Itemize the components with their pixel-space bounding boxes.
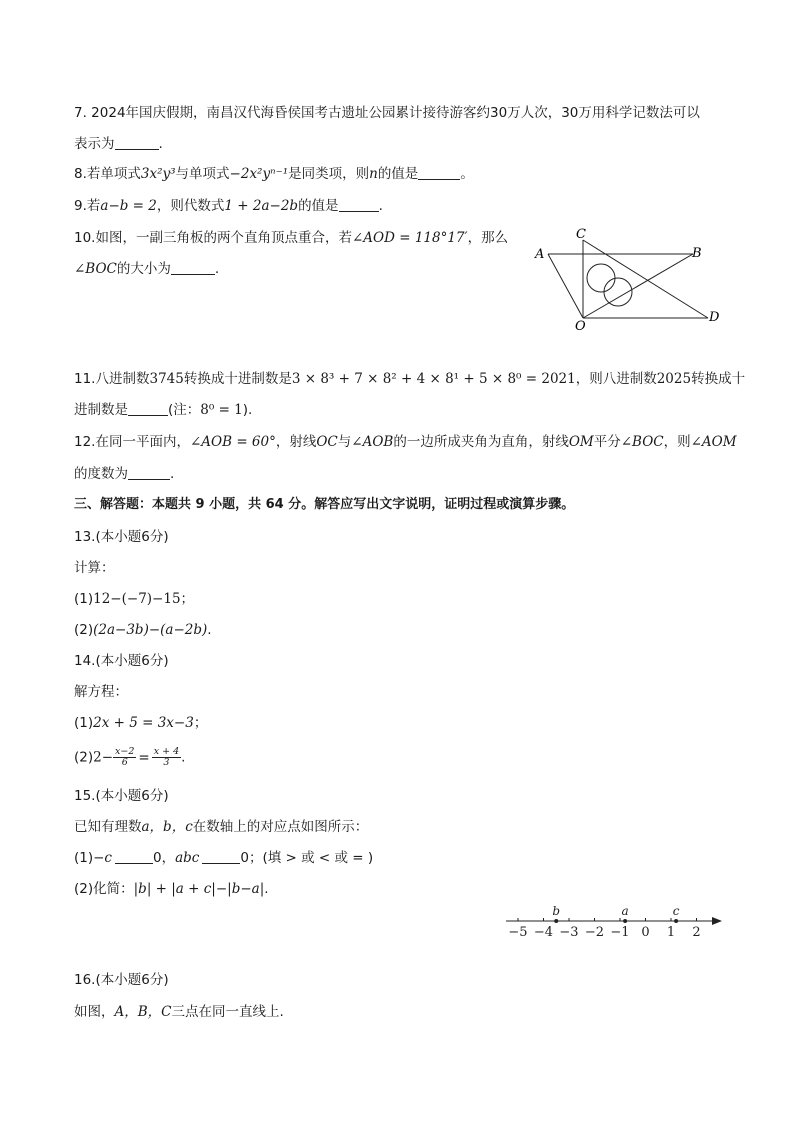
label-b: B — [692, 246, 702, 261]
q15-part2: (2)化简：|b| + |a + c|−|b−a|. — [74, 881, 269, 897]
fraction-1: $\frac{x-2}{6}$ — [115, 746, 135, 768]
number-line — [500, 900, 730, 942]
triangle-figure — [528, 222, 728, 337]
answer-blank[interactable] — [418, 166, 460, 180]
q7-line2: 表示为 . — [74, 136, 163, 152]
point-c — [674, 919, 678, 923]
tick-label: 1 — [666, 925, 676, 940]
q12-line1: 12.在同一平面内，∠AOB = 60°，射线OC与∠AOB的一边所成夹角为直角，射线OM平分∠BOC，则∠AOM — [74, 434, 737, 450]
tick-label: 0 — [641, 925, 650, 940]
q13-part1: (1)12−(−7)−15； — [74, 591, 195, 607]
tick-label: −5 — [508, 925, 528, 940]
label-d: D — [709, 310, 720, 325]
answer-blank[interactable] — [202, 850, 240, 864]
label-a: A — [535, 247, 545, 262]
q9-line: 9.若a−b = 2，则代数式1 + 2a−2b的值是 . — [74, 198, 383, 214]
q15-title: 15.(本小题6分) — [74, 788, 169, 804]
point-a — [623, 919, 627, 923]
q15-intro: 已知有理数a，b，c在数轴上的对应点如图所示： — [74, 819, 369, 835]
q13-part2: (2)(2a−3b)−(a−2b). — [74, 622, 212, 638]
q13-intro: 计算： — [74, 560, 115, 576]
answer-blank[interactable] — [339, 198, 379, 212]
section-heading: 三、解答题：本题共 9 小题，共 64 分。解答应写出文字说明，证明过程或演算步骤。 — [74, 497, 575, 512]
q11-line1: 11.八进制数3745转换成十进制数是3 × 8³ + 7 × 8² + 4 × 8¹ + 5 × 8⁰ = 2021，则八进制数2025转换成十 — [74, 371, 746, 387]
answer-blank[interactable] — [115, 136, 159, 150]
fraction-2: $\frac{x + 4}{3}$ — [153, 746, 180, 768]
q16-text: 如图，A，B，C三点在同一直线上. — [74, 1004, 284, 1020]
answer-blank[interactable] — [171, 261, 215, 275]
q15-part1: (1)−c 0，abc 0；(填 > 或 < 或 = ) — [74, 850, 374, 866]
q13-title: 13.(本小题6分) — [74, 529, 169, 545]
q14-part1: (1)2x + 5 = 3x−3； — [74, 715, 208, 731]
q16-title: 16.(本小题6分) — [74, 972, 169, 988]
tick-label: −4 — [533, 925, 554, 940]
q14-intro: 解方程： — [74, 684, 128, 700]
tick-label: 2 — [692, 925, 701, 940]
point-label-c: c — [672, 904, 680, 918]
point-label-a: a — [621, 904, 629, 918]
q8-line: 8.若单项式3x²y³与单项式−2x²yⁿ⁻¹是同类项，则n的值是 。 — [74, 166, 474, 182]
q14-title: 14.(本小题6分) — [74, 653, 169, 669]
answer-blank[interactable] — [128, 466, 170, 480]
q14-part2: (2)2− $\frac{x-2}{6}$ = $\frac{x + 4}{3}$ . — [74, 746, 186, 768]
label-o: O — [575, 319, 586, 334]
label-c: C — [576, 227, 586, 242]
q7-line1: 7. 2024年国庆假期，南昌汉代海昏侯国考古遗址公园累计接待游客约30万人次，30万用科学记数法可以 — [74, 105, 700, 121]
point-b — [554, 919, 558, 923]
q12-line2: 的度数为 . — [74, 466, 175, 482]
answer-blank[interactable] — [128, 402, 168, 416]
point-label-b: b — [552, 904, 561, 918]
q10-line2: ∠BOC的大小为 . — [74, 261, 220, 277]
tick-label: −3 — [559, 925, 579, 940]
answer-blank[interactable] — [115, 850, 153, 864]
q10-line1: 10.如图，一副三角板的两个直角顶点重合，若∠AOD = 118°17′，那么 — [74, 230, 509, 246]
tick-label: −2 — [584, 925, 605, 940]
axis-arrow — [712, 917, 722, 925]
tick-label: −1 — [610, 925, 630, 940]
q11-line2: 进制数是 (注：8⁰ = 1). — [74, 402, 253, 418]
